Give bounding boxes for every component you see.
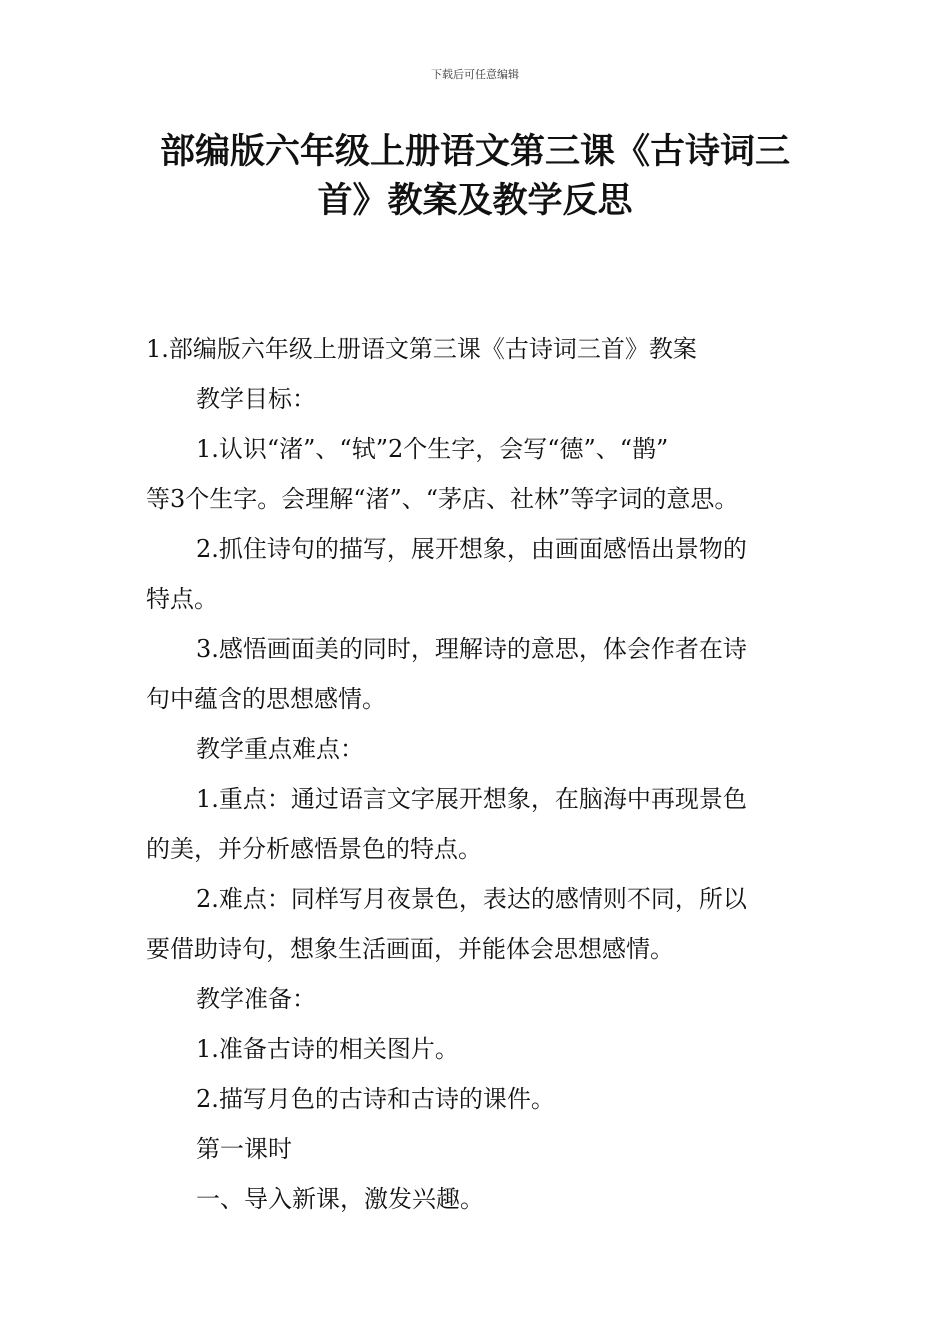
focus-heading: 教学重点难点：	[196, 735, 364, 763]
prep-item-1: 1.准备古诗的相关图片。	[196, 1035, 459, 1063]
goal-2-line-2: 特点。	[146, 585, 218, 613]
goal-3-line-1: 3.感悟画面美的同时，理解诗的意思，体会作者在诗	[196, 635, 747, 663]
title-line-1: 部编版六年级上册语文第三课《古诗词三	[159, 132, 790, 172]
focus-1-line-1: 1.重点：通过语言文字展开想象，在脑海中再现景色	[196, 785, 747, 813]
goal-1-line-2: 等3个生字。会理解“渚”、“茅店、社林”等字词的意思。	[146, 485, 739, 513]
document-title	[0, 128, 950, 226]
focus-1-line-2: 的美，并分析感悟景色的特点。	[146, 835, 482, 863]
goals-heading: 教学目标：	[196, 385, 316, 413]
document-body	[146, 324, 826, 1224]
prep-item-2: 2.描写月色的古诗和古诗的课件。	[196, 1085, 555, 1113]
focus-2-line-1: 2.难点：同样写月夜景色，表达的感情则不同，所以	[196, 885, 747, 913]
goal-1-line-1: 1.认识“渚”、“轼”2个生字，会写“德”、“鹊”	[196, 435, 669, 463]
goal-3-line-2: 句中蕴含的思想感情。	[146, 685, 386, 713]
goal-2-line-1: 2.抓住诗句的描写，展开想象，由画面感悟出景物的	[196, 535, 747, 563]
title-line-2: 首》教案及教学反思	[317, 181, 633, 221]
step-1: 一、导入新课，激发兴趣。	[196, 1185, 484, 1213]
focus-2-line-2: 要借助诗句，想象生活画面，并能体会思想感情。	[146, 935, 674, 963]
prep-heading: 教学准备：	[196, 985, 316, 1013]
section-heading: 1.部编版六年级上册语文第三课《古诗词三首》教案	[146, 335, 697, 363]
header-note: 下载后可任意编辑	[431, 68, 519, 81]
lesson-heading: 第一课时	[196, 1135, 292, 1163]
